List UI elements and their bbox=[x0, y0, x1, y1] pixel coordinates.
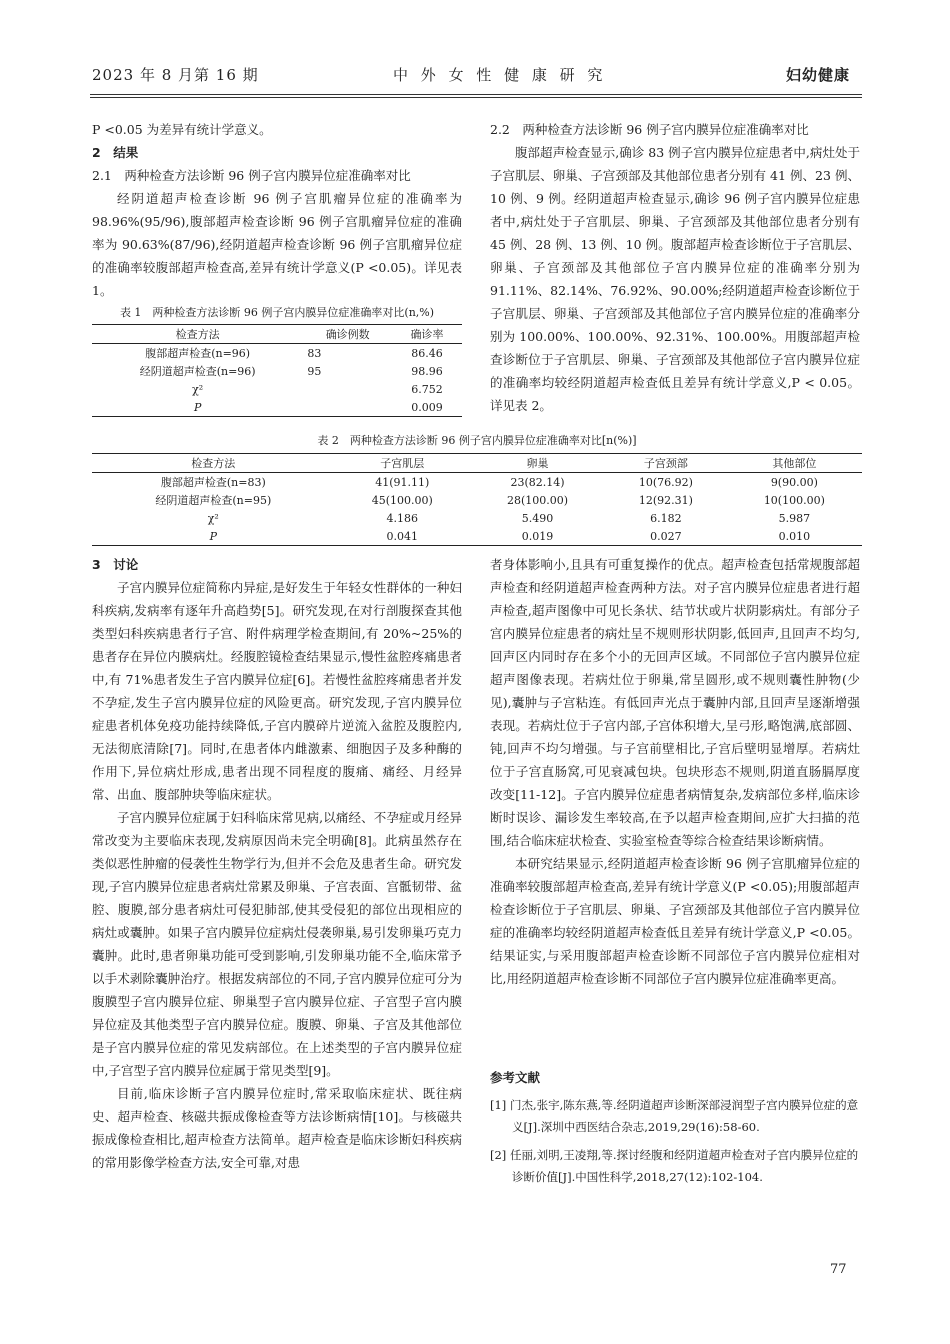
table-cell: 9(90.00) bbox=[770, 475, 818, 489]
table-cell: χ² bbox=[207, 511, 219, 525]
results-heading: 2 结果 bbox=[92, 145, 139, 160]
table-cell: 0.009 bbox=[411, 400, 443, 414]
references-heading: 参考文献 bbox=[490, 1070, 541, 1085]
table-row bbox=[92, 509, 862, 527]
table1-caption: 表 1 两种检查方法诊断 96 例子宫内膜异位症准确率对比(n,%) bbox=[119, 306, 435, 319]
table-cell: 23(82.14) bbox=[510, 475, 565, 489]
table-row bbox=[92, 473, 862, 492]
table2-header-row bbox=[92, 454, 862, 473]
table-row bbox=[92, 491, 862, 509]
page-number: 77 bbox=[830, 1262, 847, 1277]
table-cell: 0.019 bbox=[521, 529, 554, 543]
discussion-paragraph-5: 本研究结果显示,经阴道超声检查诊断 96 例子宫肌瘤异位症的准确率较腹部超声检查高,差异有统计学意义(P <0.05);用腹部超声检查诊断位于子宫肌层、卵巢、子宫颈部及其他部位子宫内膜异位症的准确率均较经阴道超声检查低且差异有统计学意义,P <0.05。结果证实,与采用腹部超声检查诊断不同部位子宫内膜异位症相对比,用经阴道超声检查诊断不同部位子宫内膜异位症准确率更高。 bbox=[490, 856, 860, 986]
discussion-heading: 3 讨论 bbox=[92, 557, 139, 572]
table-row bbox=[92, 398, 462, 417]
header-rule-top bbox=[90, 94, 862, 95]
table-cell: 0.041 bbox=[386, 529, 418, 543]
table-cell: 45(100.00) bbox=[371, 493, 433, 507]
table-cell: 98.96 bbox=[411, 364, 443, 378]
table-cell bbox=[303, 398, 392, 417]
table-cell: 5.490 bbox=[521, 511, 554, 525]
discussion-paragraph-4: 者身体影响小,且具有可重复操作的优点。超声检查包括常规腹部超声检查和经阴道超声检查两种方法。对子宫内膜异位症患者进行超声检查,超声图像中可见长条状、结节状或片状阴影病灶。有部分子宫内膜异位症患者的病灶呈不规则形状阴影,低回声,且回声不均匀,回声区内同时存在多个小的无回声区域。不同部位子宫内膜异位症超声图像表现。若病灶位于卵巢,常呈圆形,或不规则囊性肿物(少见),囊肿与子宫粘连。有低回声光点于囊肿内部,且回声呈逐渐增强表现。若病灶位于子宫内部,子宫体积增大,呈弓形,略饱满,底部圆、钝,回声不均匀增强。与子宫前壁相比,子宫后壁明显增厚。若病灶位于子宫直肠窝,可见衰减包块。包块形态不规则,阴道直肠膈厚度改变[11-12]。子宫内膜异位症患者病情复杂,发病部位多样,临床诊断时误诊、漏诊发生率较高,在予以超声检查期间,应扩大扫描的范围,结合临床症状检查、实验室检查等综合检查结果诊断病情。 bbox=[490, 557, 860, 848]
table-cell: 95 bbox=[307, 364, 322, 378]
table1-header: 确诊例数 bbox=[325, 328, 370, 341]
section-label: 妇幼健康 bbox=[786, 66, 851, 84]
discussion-right bbox=[490, 553, 860, 990]
subsection-2-1-heading: 2.1 两种检查方法诊断 96 例子宫内膜异位症准确率对比 bbox=[92, 168, 411, 183]
table-cell: χ² bbox=[192, 382, 204, 396]
table-cell: 86.46 bbox=[411, 346, 443, 360]
table-cell: P bbox=[209, 529, 217, 543]
table-cell: P bbox=[193, 400, 202, 414]
discussion-left bbox=[92, 553, 462, 1174]
table1 bbox=[92, 324, 462, 417]
subsection-2-2-heading: 2.2 两种检查方法诊断 96 例子宫内膜异位症准确率对比 bbox=[490, 122, 809, 137]
table-cell: 83 bbox=[307, 346, 322, 360]
table-cell: 28(100.00) bbox=[506, 493, 569, 507]
table2-header: 检查方法 bbox=[191, 457, 236, 470]
table2-header: 子宫颈部 bbox=[643, 457, 688, 470]
table2 bbox=[92, 453, 862, 546]
table-cell: 4.186 bbox=[386, 511, 418, 525]
header-rule-bottom bbox=[90, 97, 862, 98]
table-cell: 41(91.11) bbox=[375, 475, 430, 489]
table2-caption: 表 2 两种检查方法诊断 96 例子宫内膜异位症准确率对比[n(%)] bbox=[317, 434, 637, 447]
table-cell: 腹部超声检查(n=83) bbox=[160, 476, 266, 489]
table-row bbox=[92, 527, 862, 546]
table2-header: 子宫肌层 bbox=[380, 457, 425, 470]
table-cell: 12(92.31) bbox=[638, 493, 693, 507]
table-cell: 10(76.92) bbox=[638, 475, 693, 489]
table-cell: 腹部超声检查(n=96) bbox=[145, 347, 251, 360]
table-cell: 6.752 bbox=[411, 382, 443, 396]
results-section-right bbox=[490, 118, 860, 417]
table1-header: 检查方法 bbox=[175, 328, 220, 341]
table1-header-row bbox=[92, 325, 462, 344]
discussion-paragraph-2: 子宫内膜异位症属于妇科临床常见病,以痛经、不孕症或月经异常改变为主要临床表现,发病原因尚未完全明确[8]。此病虽然存在类似恶性肿瘤的侵袭性生物学行为,但并不会危及患者生命。研究发现,子宫内膜异位症患者病灶常累及卵巢、子宫表面、宫骶韧带、盆腔、腹膜,部分患者病灶可侵犯肺部,使其受侵犯的部位出现相应的病灶或囊肿。如果子宫内膜异位症病灶侵袭卵巢,易引发卵巢巧克力囊肿。此时,患者卵巢功能可受到影响,引发卵巢功能不全,临床常予以手术剥除囊肿治疗。根据发病部位的不同,子宫内膜异位症可分为腹膜型子宫内膜异位症、卵巢型子宫内膜异位症、子宫型子宫内膜异位症及其他类型子宫内膜异位症。腹膜、卵巢、子宫及其他部位是子宫内膜异位症的常见发病部位。在上述类型的子宫内膜异位症中,子宫型子宫内膜异位症属于常见类型[9]。 bbox=[92, 810, 462, 1078]
significance-note: P <0.05 为差异有统计学意义。 bbox=[92, 122, 272, 137]
journal-name: 中 外 女 性 健 康 研 究 bbox=[393, 66, 607, 84]
table2-header: 卵巢 bbox=[526, 457, 549, 470]
journal-issue: 2023 年 8 月第 16 期 bbox=[92, 66, 259, 84]
table-cell: 经阴道超声检查(n=95) bbox=[155, 494, 272, 507]
discussion-paragraph-1: 子宫内膜异位症简称内异症,是好发生于年轻女性群体的一种妇科疾病,发病率有逐年升高趋势[5]。研究发现,在对行剖腹探查其他类型妇科疾病患者行子宫、附件病理学检查期间,有 20%~25%的患者存在异位内膜病灶。经腹腔镜检查结果显示,慢性盆腔疼痛患者中,有 71%患者发生子宫内膜异位症[6]。若慢性盆腔疼痛患者并发不孕症,发生子宫内膜异位症的风险更高。研究发现,子宫内膜异位症患者机体免疫功能持续降低,子宫内膜碎片逆流入盆腔及腹腔内,无法彻底清除[7]。同时,在患者体内雌激素、细胞因子及多种酶的作用下,异位病灶形成,患者出现不同程度的腹痛、痛经、月经异常、出血、腹部肿块等临床症状。 bbox=[92, 580, 462, 802]
table-cell: 6.182 bbox=[650, 511, 682, 525]
results-section-left bbox=[92, 118, 462, 302]
reference-item: [1] 门杰,张宇,陈东燕,等.经阴道超声诊断深部浸润型子宫内膜异位症的意义[J].深圳中西医结合杂志,2019,29(16):58-60. bbox=[490, 1098, 859, 1134]
reference-item: [2] 任丽,刘明,王凌翔,等.探讨经腹和经阴道超声检查对子宫内膜异位症的诊断价值[J].中国性科学,2018,27(12):102-104. bbox=[490, 1148, 859, 1184]
table-cell: 10(100.00) bbox=[763, 493, 825, 507]
table2-header: 其他部位 bbox=[772, 457, 817, 470]
results-paragraph-2: 腹部超声检查显示,确诊 83 例子宫内膜异位症患者中,病灶处于子宫肌层、卵巢、子宫颈部及其他部位患者分别有 41 例、23 例、10 例、9 例。经阴道超声检查显示,确诊 96 例子宫内膜异位症患者中,病灶处于子宫肌层、卵巢、子宫颈部及其他部位患者分别有 45 例、28 例、13 例、10 例。腹部超声检查诊断位于子宫肌层、卵巢、子宫颈部及其他部位子宫内膜异位症的准确率分别为 91.11%、82.14%、76.92%、90.00%;经阴道超声检查诊断位于子宫肌层、卵巢、子宫颈部及其他部位子宫内膜异位症的准确率分别为 100.00%、100.00%、92.31%、100.00%。用腹部超声检查诊断位于子宫肌层、卵巢、子宫颈部及其他部位子宫内膜异位症的准确率均较经阴道超声检查低且差异有统计学意义,P < 0.05。详见表 2。 bbox=[490, 145, 860, 413]
table-cell: 0.010 bbox=[778, 529, 811, 543]
references bbox=[490, 1068, 860, 1194]
table-row bbox=[92, 344, 462, 363]
table-row bbox=[92, 380, 462, 398]
table-cell: 经阴道超声检查(n=96) bbox=[139, 365, 256, 378]
discussion-paragraph-3: 目前,临床诊断子宫内膜异位症时,常采取临床症状、既往病史、超声检查、核磁共振成像检查等方法诊断病情[10]。与核磁共振成像检查相比,超声检查方法简单。超声检查是临床诊断妇科疾病的常用影像学检查方法,安全可靠,对患 bbox=[92, 1086, 462, 1170]
table-cell: 0.027 bbox=[650, 529, 682, 543]
table-row bbox=[92, 362, 462, 380]
table-cell: 5.987 bbox=[778, 511, 811, 525]
table1-header: 确诊率 bbox=[410, 328, 444, 341]
table-cell bbox=[303, 380, 392, 398]
results-paragraph-1: 经阴道超声检查诊断 96 例子宫肌瘤异位症的准确率为 98.96%(95/96),腹部超声检查诊断 96 例子宫肌瘤异位症的准确率为 90.63%(87/96),经阴道超声检查诊断 96 例子宫肌瘤异位症的准确率较腹部超声检查高,差异有统计学意义(P <0.05)。详见表 1。 bbox=[92, 191, 462, 298]
